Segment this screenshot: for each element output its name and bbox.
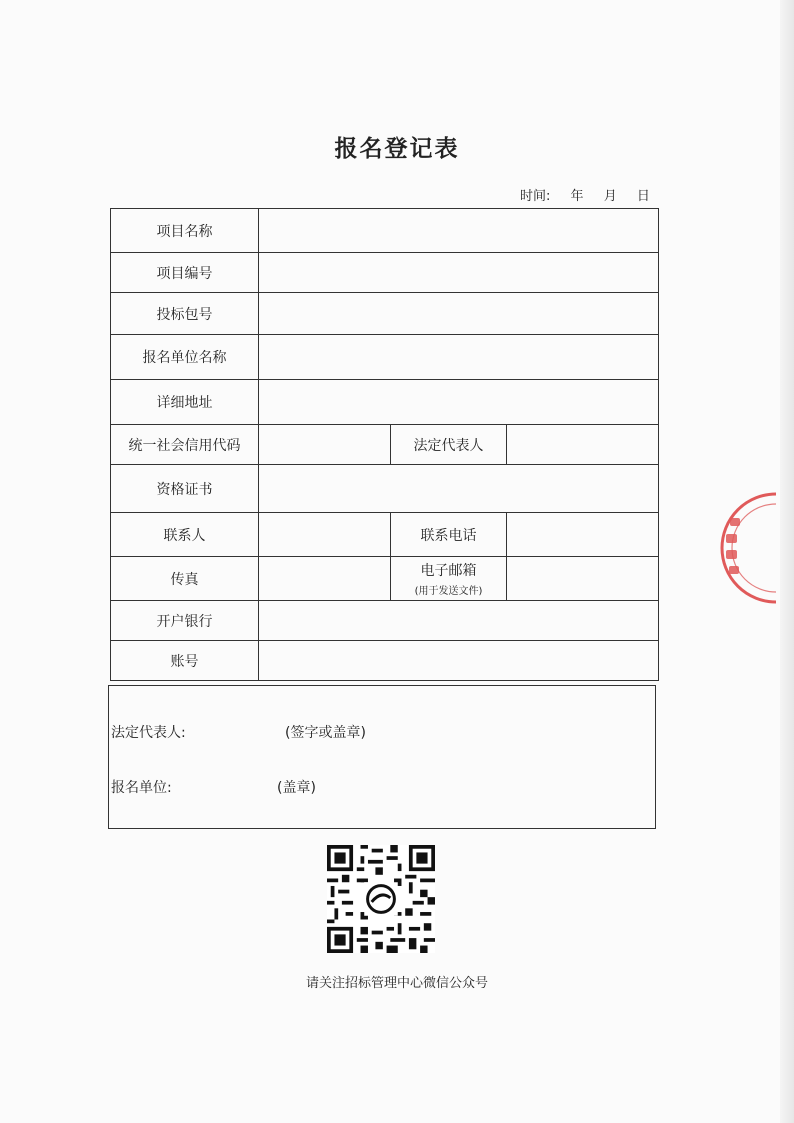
field-contact[interactable] [259,513,391,557]
wechat-qr-code [327,845,435,953]
field-address[interactable] [259,380,659,425]
field-fax[interactable] [259,557,391,601]
label-legal-rep: 法定代表人 [391,425,507,465]
label-qualification: 资格证书 [111,465,259,513]
label-fax: 传真 [111,557,259,601]
row-qualification [111,465,659,513]
row-bid-package [111,293,659,335]
label-project-name: 项目名称 [111,209,259,253]
label-credit-code: 统一社会信用代码 [111,425,259,465]
label-unit-name: 报名单位名称 [111,335,259,380]
date-month: 月 [603,189,617,204]
scan-edge [780,0,794,1123]
signature-box [108,685,656,829]
field-bid-package[interactable] [259,293,659,335]
row-credit-code [111,425,659,465]
signature-legal-rep-label: 法定代表人: [111,725,186,741]
row-project-name [111,209,659,253]
signature-legal-rep-note: (签字或盖章) [285,725,366,741]
field-project-name[interactable] [259,209,659,253]
label-phone: 联系电话 [391,513,507,557]
document-title: 报名登记表 [334,136,460,162]
row-unit-name [111,335,659,380]
field-project-number[interactable] [259,253,659,293]
field-qualification[interactable] [259,465,659,513]
row-bank [111,601,659,641]
row-contact [111,513,659,557]
label-account: 账号 [111,641,259,681]
row-project-number [111,253,659,293]
label-email: 电子邮箱 [420,563,477,579]
field-credit-code[interactable] [259,425,391,465]
red-seal-stamp-partial [716,490,776,606]
date-day: 日 [636,189,650,204]
label-address: 详细地址 [111,380,259,425]
field-legal-rep[interactable] [507,425,659,465]
label-bank: 开户银行 [111,601,259,641]
field-account[interactable] [259,641,659,681]
row-address [111,380,659,425]
label-project-number: 项目编号 [111,253,259,293]
row-account [111,641,659,681]
signature-unit-label: 报名单位: [111,780,172,796]
date-line [520,185,660,204]
row-fax-email [111,557,659,601]
field-unit-name[interactable] [259,335,659,380]
field-phone[interactable] [507,513,659,557]
date-label: 时间: [520,189,551,204]
label-contact: 联系人 [111,513,259,557]
registration-form-table [110,208,659,681]
field-email[interactable] [507,557,659,601]
label-email-cell [391,557,507,601]
qr-caption: 请关注招标管理中心微信公众号 [305,976,488,991]
label-bid-package: 投标包号 [111,293,259,335]
field-bank[interactable] [259,601,659,641]
date-year: 年 [570,189,584,204]
signature-unit-note: (盖章) [277,780,316,796]
label-email-note: (用于发送文件) [414,586,483,597]
